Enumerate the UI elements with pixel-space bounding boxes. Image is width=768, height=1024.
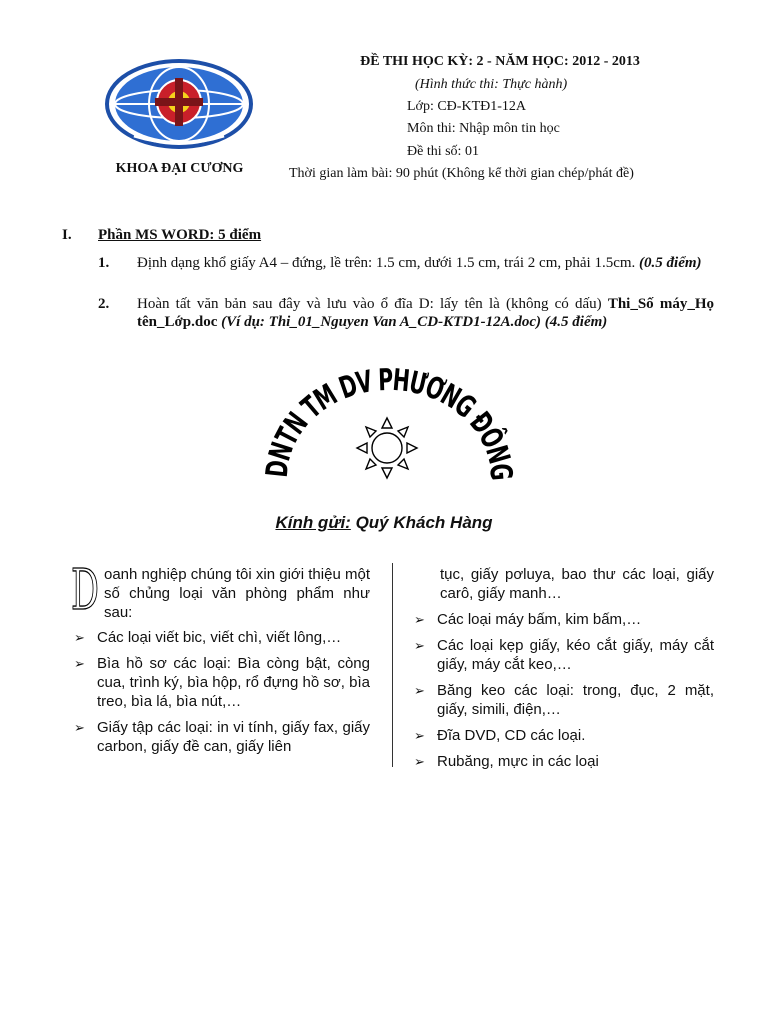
- list-item: [414, 752, 714, 771]
- question-2-points: (4.5 điểm): [544, 314, 608, 330]
- list-item-text: Các loại viết bic, viết chì, viết lông,…: [97, 629, 342, 646]
- exam-subject: Môn thi: Nhập môn tin học: [407, 121, 560, 136]
- column-divider: [392, 563, 393, 767]
- wordart-text: DNTN TM DV PHƯƠNG ĐÔNG: [259, 362, 519, 488]
- list-item-text: Giấy tập các loại: in vi tính, giấy fax, giấy carbon, giấy đề can, giấy liên: [97, 719, 370, 755]
- list-item-text: Băng keo các loại: trong, đục, 2 mặt, giấy, simili, điện,…: [437, 682, 714, 718]
- arrow-bullet-icon: ➢: [414, 683, 425, 698]
- greeting-label: Kính gửi:: [275, 513, 351, 532]
- svg-text:D: D: [71, 563, 99, 615]
- arrow-bullet-icon: ➢: [414, 728, 425, 743]
- question-2: [137, 295, 714, 331]
- list-item: [414, 610, 714, 629]
- department-name: KHOA ĐẠI CƯƠNG: [115, 161, 244, 176]
- question-2-filename: Thi_Số máy_Họ tên_Lớp.doc: [137, 296, 715, 330]
- section-number: I.: [62, 227, 72, 243]
- question-1-points: (0.5 điểm): [639, 255, 702, 271]
- exam-number: Đề thi số: 01: [407, 144, 479, 159]
- greeting: [0, 513, 768, 533]
- sun-icon: [357, 418, 417, 478]
- arrow-bullet-icon: ➢: [414, 638, 425, 653]
- list-item-text: Các loại máy bấm, kim bấm,…: [437, 611, 642, 628]
- list-item: [74, 718, 370, 756]
- wordart-banner: [255, 360, 520, 500]
- right-item-list: [414, 610, 714, 771]
- arrow-bullet-icon: ➢: [74, 656, 85, 671]
- list-item: [414, 726, 714, 745]
- question-1-text: Định dạng khổ giấy A4 – đứng, lề trên: 1.5 cm, dưới 1.5 cm, trái 2 cm, phải 1.5cm.: [137, 255, 636, 271]
- list-item: [74, 628, 370, 647]
- exam-form: (Hình thức thi: Thực hành): [415, 77, 568, 92]
- arrow-bullet-icon: ➢: [414, 754, 425, 769]
- letter-left-column: [71, 563, 370, 763]
- question-1-number: 1.: [98, 255, 110, 271]
- letter-intro: oanh nghiệp chúng tôi xin giới thiệu một số chủng loại văn phòng phẩm như sau:: [104, 566, 370, 621]
- right-continuation: tục, giấy pơluya, bao thư các loại, giấy carô, giấy manh…: [440, 566, 714, 602]
- list-item-text: Các loại kẹp giấy, kéo cắt giấy, máy cắt giấy, máy cắt keo,…: [437, 637, 714, 673]
- question-2-text: Hoàn tất văn bản sau đây và lưu vào ổ đĩa D: lấy tên là (không có dấu): [137, 296, 602, 312]
- question-2-number: 2.: [98, 296, 110, 312]
- arrow-bullet-icon: ➢: [74, 720, 85, 735]
- list-item: [414, 636, 714, 674]
- exam-class: Lớp: CĐ-KTĐ1-12A: [407, 99, 526, 114]
- question-2-example: (Ví dụ: Thi_01_Nguyen Van A_CD-KTD1-12A.doc): [221, 314, 542, 330]
- arrow-bullet-icon: ➢: [414, 612, 425, 627]
- school-logo: [104, 58, 254, 150]
- exam-title: ĐỀ THI HỌC KỲ: 2 - NĂM HỌC: 2012 - 2013: [360, 54, 640, 69]
- question-1: [137, 254, 714, 272]
- left-item-list: [74, 628, 370, 756]
- exam-time: Thời gian làm bài: 90 phút (Không kể thời gian chép/phát đề): [289, 166, 634, 181]
- dropcap: [70, 563, 100, 615]
- greeting-recipient: Quý Khách Hàng: [355, 513, 493, 532]
- arrow-bullet-icon: ➢: [74, 630, 85, 645]
- list-item-text: Bìa hồ sơ các loại: Bìa còng bật, còng cua, trình ký, bìa hộp, rổ đựng hồ sơ, bìa treo, bìa lá, bìa nút,…: [97, 655, 370, 710]
- list-item-text: Đĩa DVD, CD các loại.: [437, 727, 586, 744]
- section-title: Phần MS WORD: 5 điểm: [98, 227, 262, 243]
- list-item: [74, 654, 370, 711]
- list-item-text: Rubăng, mực in các loại: [437, 753, 599, 770]
- list-item: [414, 681, 714, 719]
- letter-right-column: [414, 565, 714, 778]
